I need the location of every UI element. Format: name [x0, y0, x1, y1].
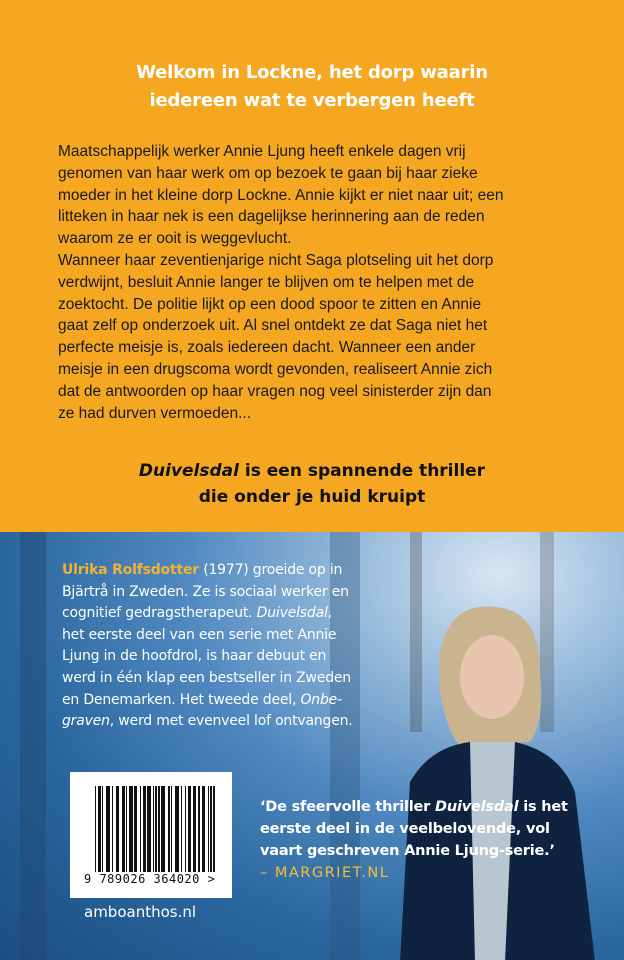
quote-line: eerste deel in de veelbelovende, vol	[260, 821, 550, 837]
headline-line-2: iedereen wat te verbergen heeft	[149, 90, 475, 111]
blurb-line: meisje in een drugscoma wordt gevonden, realiseert Annie zich	[58, 360, 493, 378]
blurb	[58, 141, 578, 424]
author-portrait	[380, 582, 610, 960]
book-title: Duivelsdal	[434, 799, 519, 815]
bio-line: Ljung in de hoofdrol, is haar debuut en	[62, 648, 327, 665]
book-title: Onbe-	[300, 691, 342, 708]
blurb-line: Wanneer haar zeventienjarige nicht Saga plotseling uit het dorp	[58, 251, 494, 269]
author-bio	[62, 560, 353, 733]
blurb-line: genomen van haar werk om op bezoek te gaan bij haar zieke	[58, 164, 478, 182]
blurb-line: zoektocht. De politie lijkt op een dood spoor te zitten en Annie	[58, 295, 482, 313]
bio-text: , werd met evenveel lof ontvangen.	[109, 713, 353, 730]
bio-text: ,	[327, 605, 332, 622]
author-name: Ulrika Rolfsdotter	[62, 562, 199, 578]
tagline-text: is een spannende thriller	[238, 461, 486, 481]
isbn-barcode	[70, 772, 232, 898]
quote-line: vaart geschreven Annie Ljung-serie.’	[260, 843, 555, 859]
blurb-line: Maatschappelijk werker Annie Ljung heeft enkele dagen vrij	[58, 143, 466, 160]
publisher-website[interactable]: amboanthos.nl	[84, 903, 197, 921]
bio-text: (1977) groeide op in	[198, 562, 343, 578]
blurb-line: gaat zelf op onderzoek uit. Al snel ontdekt ze dat Saga niet het	[58, 317, 488, 335]
blurb-line: verdwijnt, besluit Annie langer te blijven om te helpen met de	[58, 273, 475, 291]
bio-text: en Denemarken. Het tweede deel,	[62, 691, 301, 708]
blurb-line: litteken in haar nek is een dagelijkse herinnering aan de reden	[58, 208, 485, 226]
bio-line: het eerste deel van een serie met Annie	[62, 626, 337, 643]
quote-text: ‘De sfeervolle thriller	[260, 799, 435, 815]
book-title: graven	[62, 713, 110, 730]
tagline-line-2: die onder je huid kruipt	[198, 487, 426, 507]
bio-line: werd in één klap een bestseller in Zweden	[62, 669, 351, 686]
tree-trunk	[20, 532, 46, 960]
blurb-line: perfecte meisje is, zoals iedereen dacht. Wanneer een ander	[58, 339, 476, 357]
quote-text: is het	[518, 799, 568, 815]
blurb-line: waarom ze er ooit is weggevlucht.	[58, 230, 292, 248]
bio-line: Bjärtrå in Zweden. Ze is sociaal werker en	[62, 583, 349, 600]
review-quote	[260, 796, 568, 884]
tagline-line-1	[0, 461, 624, 481]
blurb-line: ze had durven vermoeden...	[58, 404, 252, 422]
blurb-line: moeder in het kleine dorp Lockne. Annie kijkt er niet naar uit; een	[58, 186, 504, 204]
headline-line-1: Welkom in Lockne, het dorp waarin	[136, 62, 488, 83]
barcode-bar	[213, 786, 214, 872]
book-title: Duivelsdal	[256, 605, 328, 622]
book-title: Duivelsdal	[138, 461, 239, 481]
barcode-bars	[95, 786, 215, 872]
isbn-number: 9 789026 364020 >	[84, 872, 216, 886]
bio-text: cognitief gedragstherapeut.	[62, 605, 257, 622]
quote-source: – MARGRIET.NL	[260, 865, 390, 881]
blurb-line: dat de antwoorden op haar vragen nog veel sinisterder zijn dan	[58, 382, 492, 400]
